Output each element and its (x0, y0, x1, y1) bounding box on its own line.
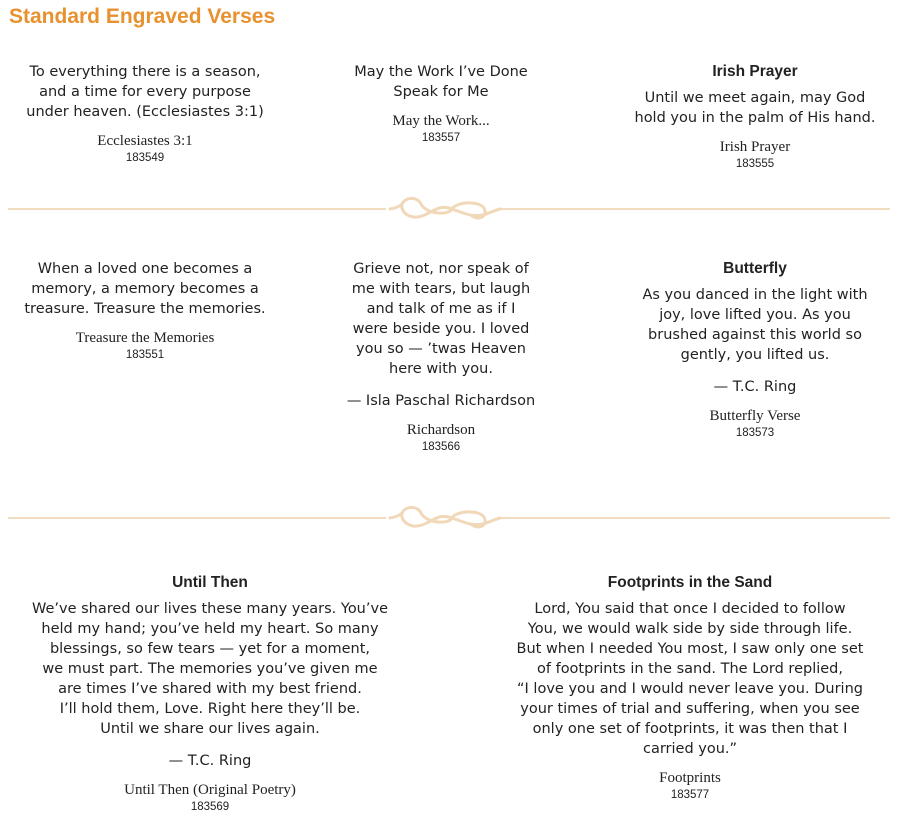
ornament-divider (8, 194, 890, 224)
verse-card-ecclesiastes (10, 62, 280, 166)
verse-text: Until we meet again, may God hold you in the palm of His hand. (634, 90, 876, 126)
verse-name: Until Then (Original Poetry) (124, 782, 296, 798)
infinity-swirl-ornament-icon (390, 507, 500, 527)
verse-text: Grieve not, nor speak of me with tears, but laugh and talk of me as if I were beside you. I loved you so — ’twas Heaven here with you. (351, 261, 531, 377)
verse-author: — T.C. Ring (168, 753, 252, 769)
verse-code: 183566 (421, 441, 461, 453)
verse-name: Irish Prayer (719, 139, 791, 155)
verse-code: 183573 (735, 427, 775, 439)
verse-heading: Irish Prayer (712, 63, 798, 80)
verse-code: 183577 (670, 789, 710, 801)
verse-text: Lord, You said that once I decided to follow You, we would walk side by side through life. But when I needed You most, I saw only one set of footprints in the sand. The Lord replied, “I love you and I would never leave you. During your times of trial and suffering, when you see only one set of footprints, it was then that I carried you.” (516, 601, 864, 757)
page-title: Standard Engraved Verses (9, 5, 276, 28)
verse-name: Treasure the Memories (75, 330, 215, 346)
verse-text: May the Work I’ve Done Speak for Me (354, 64, 528, 100)
verse-code: 183569 (190, 801, 230, 813)
verse-code: 183549 (125, 152, 165, 164)
verse-card-may-the-work (316, 62, 566, 146)
infinity-swirl-ornament-icon (390, 198, 500, 218)
verse-code: 183551 (125, 349, 165, 361)
verse-heading: Footprints in the Sand (607, 574, 773, 591)
verse-heading: Until Then (172, 574, 248, 591)
verse-name: May the Work... (392, 113, 490, 129)
verse-text: As you danced in the light with joy, love lifted you. As you brushed against this world so gently, you lifted us. (642, 287, 868, 363)
ornament-divider (8, 503, 890, 533)
verse-code: 183557 (421, 132, 461, 144)
verse-text: When a loved one becomes a memory, a memory becomes a treasure. Treasure the memories. (24, 261, 266, 317)
verse-card-richardson (316, 259, 566, 455)
verse-text: To everything there is a season, and a time for every purpose under heaven. (Ecclesiastes 3:1) (26, 64, 264, 120)
verse-heading: Butterfly (723, 260, 787, 277)
verse-author: — T.C. Ring (713, 379, 797, 395)
verse-name: Footprints (659, 770, 721, 786)
verse-text: We’ve shared our lives these many years. You’ve held my hand; you’ve held my heart. So many blessings, so few tears — yet for a moment, we must part. The memories you’ve given me are times I’ve shared with my best friend. I’ll hold them, Love. Right here they’ll be. Until we share our lives again. (32, 601, 388, 737)
verse-card-footprints (475, 573, 905, 803)
verse-card-treasure-memories (10, 259, 280, 363)
verse-name: Richardson (406, 422, 476, 438)
verse-card-butterfly (615, 259, 895, 441)
verse-card-until-then (10, 573, 410, 815)
verse-code: 183555 (735, 158, 775, 170)
verse-card-irish-prayer (615, 62, 895, 172)
verse-name: Ecclesiastes 3:1 (97, 133, 193, 149)
verse-author: — Isla Paschal Richardson (346, 393, 536, 409)
verse-name: Butterfly Verse (709, 408, 801, 424)
